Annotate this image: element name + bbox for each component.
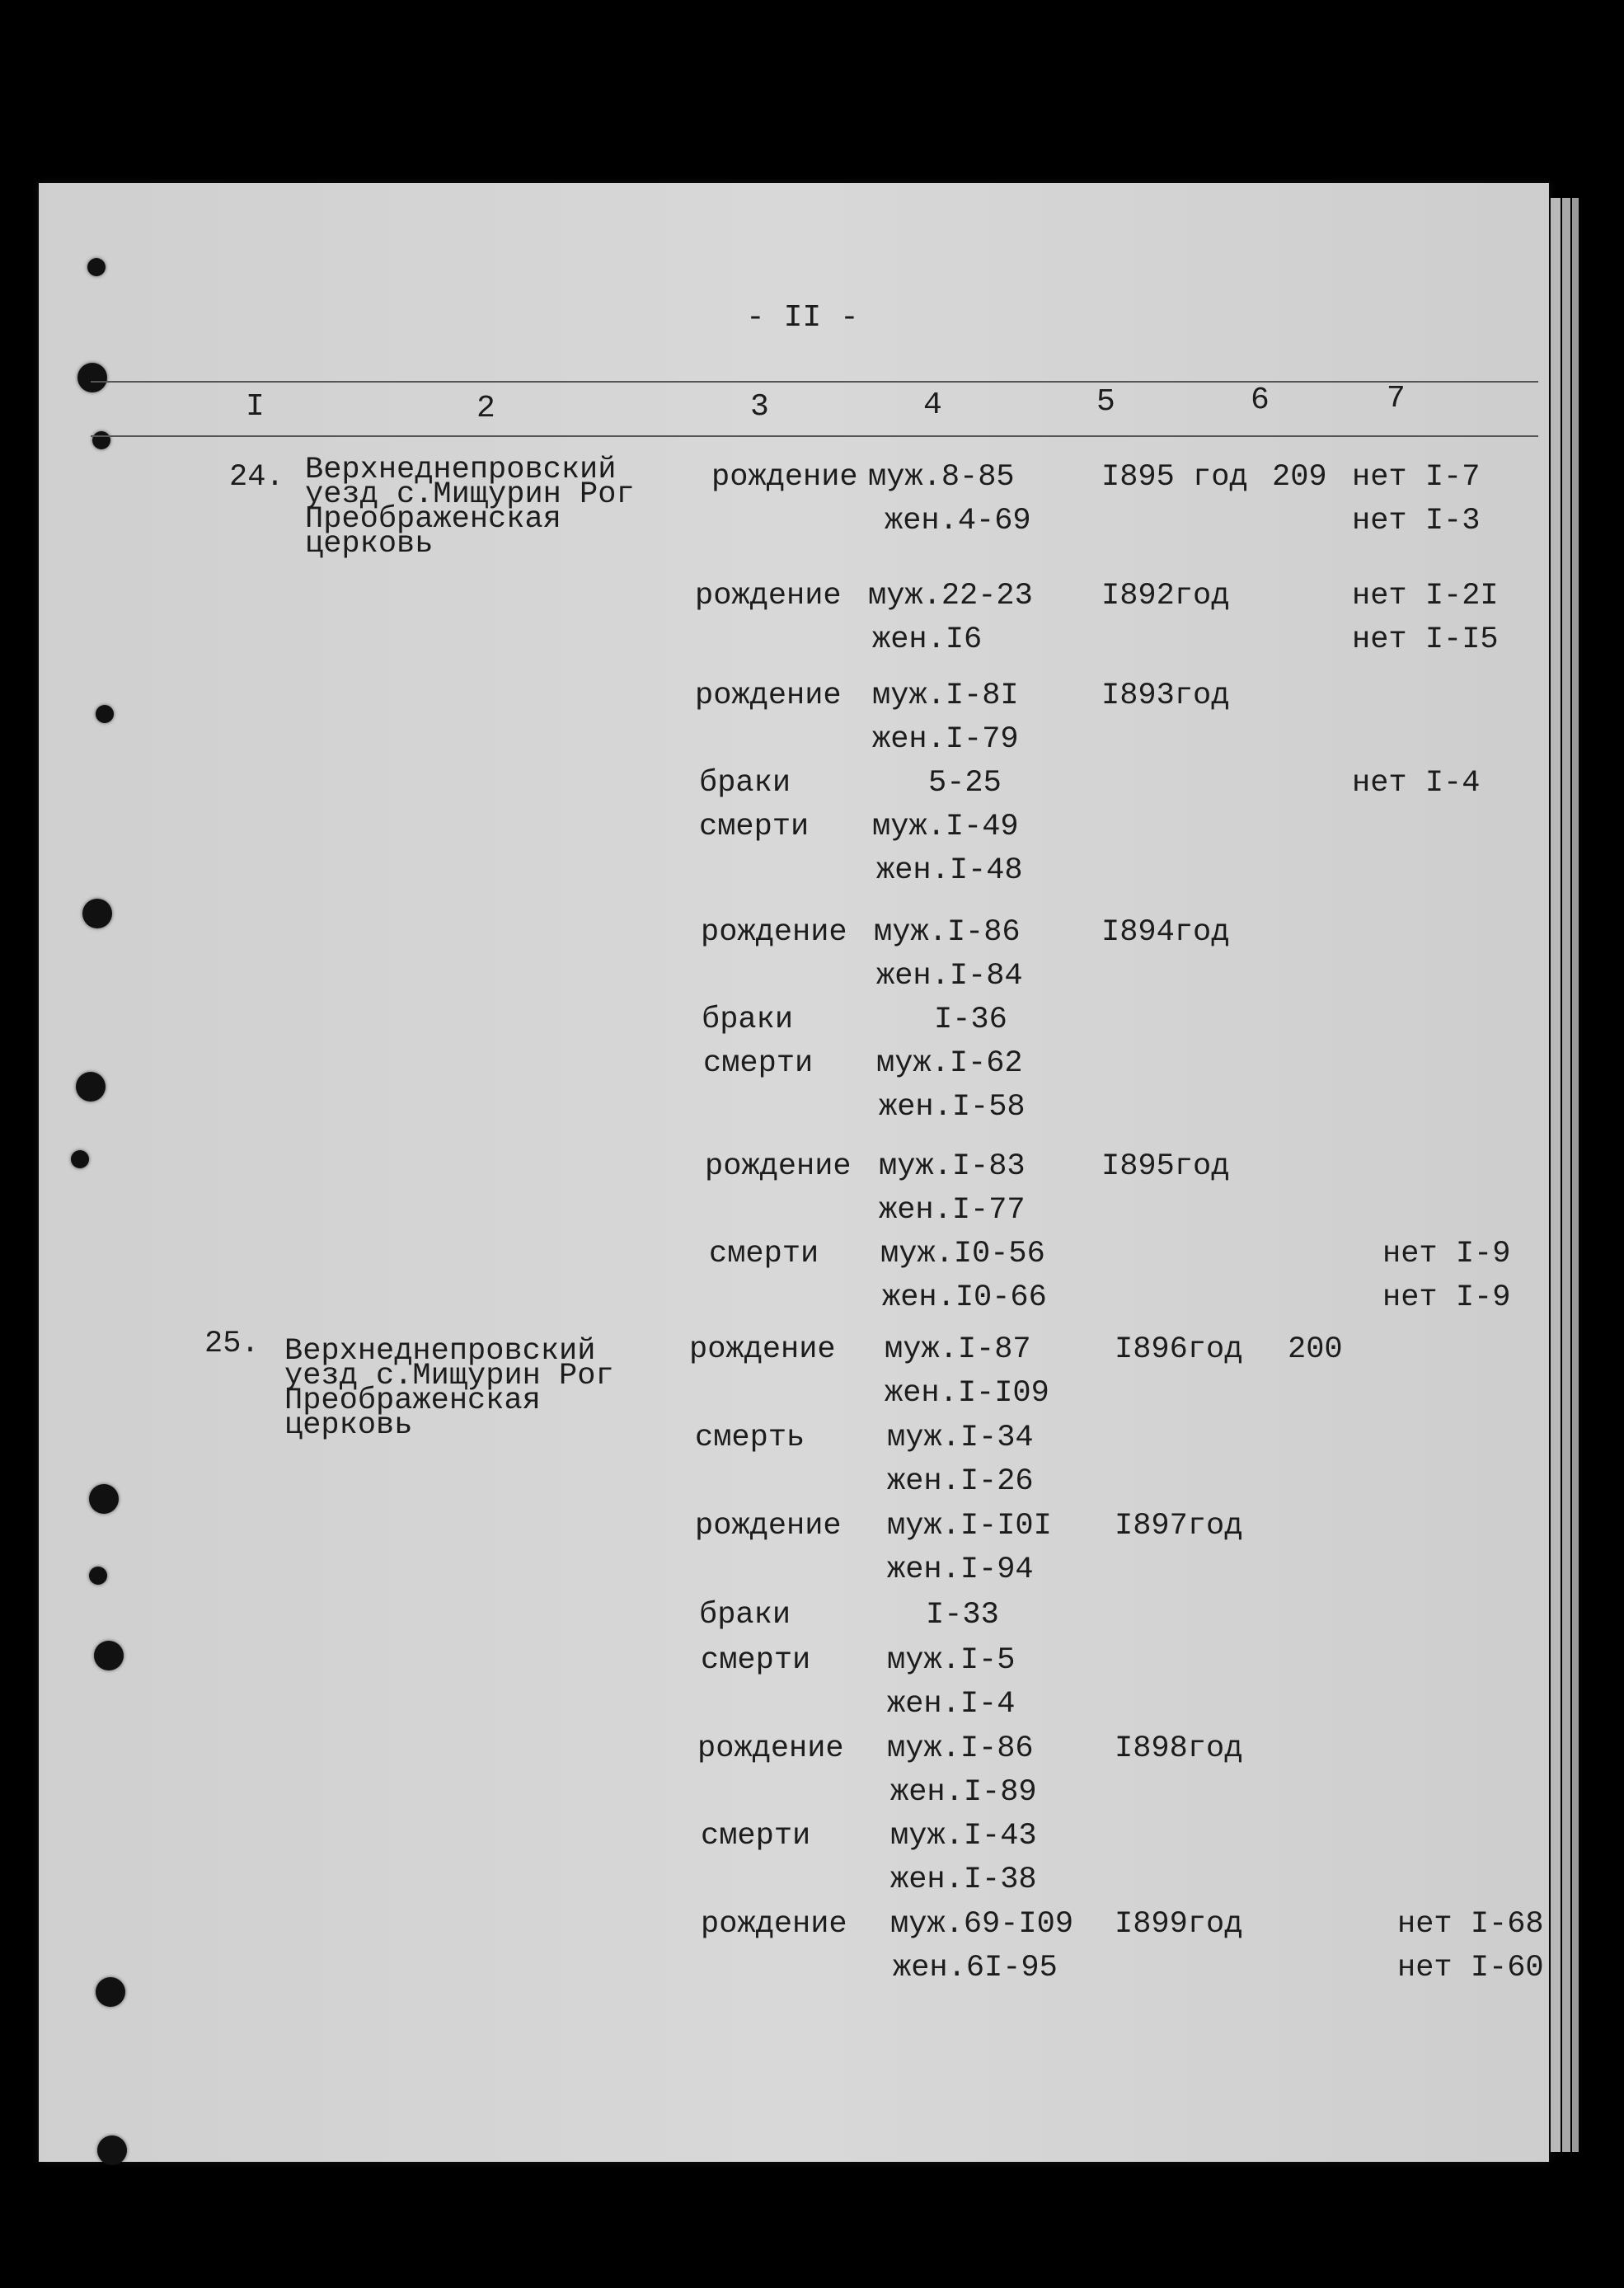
column-header-2: 2 bbox=[476, 391, 495, 426]
record-count: 5-25 bbox=[928, 766, 1002, 801]
record-count: жен.I-77 bbox=[879, 1193, 1026, 1228]
record-type: смерть bbox=[695, 1421, 805, 1455]
record-type: рождение bbox=[705, 1149, 852, 1184]
record-count: жен.I-I09 bbox=[885, 1376, 1049, 1411]
record-count: жен.I6 bbox=[872, 623, 983, 657]
page-number: - II - bbox=[746, 300, 859, 336]
column-header-3: 3 bbox=[750, 389, 769, 425]
record-count: жен.4-69 bbox=[885, 504, 1031, 538]
binding-hole bbox=[87, 258, 106, 276]
record-count: муж.I-62 bbox=[876, 1046, 1023, 1081]
record-count: муж.I-5 bbox=[887, 1643, 1016, 1678]
column-header-6: 6 bbox=[1251, 383, 1270, 418]
record-fond: 200 bbox=[1288, 1332, 1343, 1367]
binding-hole bbox=[97, 2135, 127, 2165]
record-type: рождение bbox=[701, 1907, 847, 1942]
entry-description-line: Верхнеднепровский bbox=[305, 453, 617, 487]
record-count: муж.I-I0I bbox=[887, 1509, 1052, 1543]
record-count: жен.I-94 bbox=[887, 1553, 1034, 1587]
record-type: смерти bbox=[703, 1046, 814, 1081]
record-count: жен.6I-95 bbox=[893, 1951, 1058, 1985]
record-count: муж.I-86 bbox=[874, 915, 1021, 950]
record-count: муж.I-43 bbox=[890, 1819, 1037, 1853]
header-rule-bottom bbox=[91, 435, 1538, 437]
record-count: жен.I-26 bbox=[887, 1464, 1034, 1499]
record-count: муж.8-85 bbox=[868, 460, 1015, 495]
record-year: I898год bbox=[1115, 1731, 1243, 1766]
record-count: жен.I-79 bbox=[872, 722, 1019, 757]
record-count: муж.I-83 bbox=[879, 1149, 1026, 1184]
record-count: жен.I0-66 bbox=[882, 1280, 1047, 1315]
record-count: жен.I-89 bbox=[890, 1775, 1037, 1810]
record-count: жен.I-48 bbox=[876, 853, 1023, 888]
header-rule-top bbox=[91, 381, 1538, 383]
record-count: жен.I-58 bbox=[879, 1090, 1026, 1125]
record-count: жен.I-38 bbox=[890, 1863, 1037, 1897]
entry-description-line: Преображенская bbox=[305, 502, 561, 537]
record-count: муж.I-86 bbox=[887, 1731, 1034, 1766]
binding-hole bbox=[92, 431, 110, 449]
entry-description-line: уезд с.Мищурин Рог bbox=[305, 477, 635, 512]
binding-hole bbox=[89, 1567, 107, 1585]
page-stack-edge bbox=[1562, 198, 1570, 2152]
record-note: нет I-2I bbox=[1352, 579, 1499, 613]
record-count: жен.I-4 bbox=[887, 1687, 1016, 1722]
entry-description-line: Верхнеднепровский bbox=[284, 1334, 596, 1369]
record-note: нет I-9 bbox=[1382, 1280, 1511, 1315]
record-type: рождение bbox=[701, 915, 847, 950]
record-year: I892год bbox=[1101, 579, 1230, 613]
record-year: I894год bbox=[1101, 915, 1230, 950]
binding-hole bbox=[94, 1641, 124, 1670]
entry-description-line: уезд с.Мищурин Рог bbox=[284, 1359, 614, 1393]
record-count: I-36 bbox=[934, 1003, 1007, 1037]
column-header-1: I bbox=[246, 389, 265, 425]
entry-number: 24. bbox=[229, 460, 284, 495]
record-type: рождение bbox=[695, 679, 842, 713]
record-count: муж.22-23 bbox=[868, 579, 1033, 613]
record-type: рождение bbox=[695, 1509, 842, 1543]
record-note: нет I-3 bbox=[1352, 504, 1481, 538]
binding-hole bbox=[89, 1484, 119, 1514]
binding-hole bbox=[71, 1150, 89, 1168]
record-note: нет I-68 bbox=[1397, 1907, 1544, 1942]
record-type: смерти bbox=[709, 1237, 819, 1271]
column-header-7: 7 bbox=[1387, 381, 1406, 416]
record-type: смерти bbox=[699, 810, 810, 844]
record-note: нет I-4 bbox=[1352, 766, 1481, 801]
binding-hole bbox=[76, 1072, 106, 1102]
record-type: смерти bbox=[701, 1819, 811, 1853]
record-type: рождение bbox=[689, 1332, 836, 1367]
record-count: муж.I-8I bbox=[872, 679, 1019, 713]
record-count: муж.I0-56 bbox=[880, 1237, 1045, 1271]
record-type: смерти bbox=[701, 1643, 811, 1678]
record-type: браки bbox=[702, 1003, 794, 1037]
binding-hole bbox=[96, 1977, 125, 2007]
record-type: рождение bbox=[711, 460, 858, 495]
record-year: I899год bbox=[1115, 1907, 1243, 1942]
page-stack-edge bbox=[1551, 198, 1561, 2152]
record-note: нет I-9 bbox=[1382, 1237, 1511, 1271]
record-count: муж.69-I09 bbox=[890, 1907, 1074, 1942]
record-note: нет I-I5 bbox=[1352, 623, 1499, 657]
record-count: муж.I-34 bbox=[887, 1421, 1034, 1455]
column-header-5: 5 bbox=[1096, 384, 1115, 420]
record-fond: 209 bbox=[1272, 460, 1327, 495]
record-type: браки bbox=[699, 1598, 791, 1633]
record-count: жен.I-84 bbox=[876, 959, 1023, 994]
record-note: нет I-7 bbox=[1352, 460, 1481, 495]
record-year: I895 год bbox=[1101, 460, 1248, 495]
entry-description-line: церковь bbox=[284, 1408, 413, 1443]
entry-description-line: Преображенская bbox=[284, 1384, 541, 1418]
record-type: рождение bbox=[695, 579, 842, 613]
record-count: муж.I-49 bbox=[872, 810, 1019, 844]
record-note: нет I-60 bbox=[1397, 1951, 1544, 1985]
record-year: I897год bbox=[1115, 1509, 1243, 1543]
entry-description-line: церковь bbox=[305, 527, 434, 561]
column-header-4: 4 bbox=[923, 388, 942, 423]
record-year: I896год bbox=[1115, 1332, 1243, 1367]
record-type: браки bbox=[699, 766, 791, 801]
page-stack-edge bbox=[1572, 198, 1579, 2152]
binding-hole bbox=[96, 705, 114, 723]
record-type: рождение bbox=[697, 1731, 844, 1766]
binding-hole bbox=[77, 363, 107, 392]
record-year: I895год bbox=[1101, 1149, 1230, 1184]
record-count: муж.I-87 bbox=[885, 1332, 1031, 1367]
record-year: I893год bbox=[1101, 679, 1230, 713]
entry-number: 25. bbox=[204, 1327, 260, 1361]
record-count: I-33 bbox=[926, 1598, 999, 1633]
binding-hole bbox=[82, 899, 112, 928]
